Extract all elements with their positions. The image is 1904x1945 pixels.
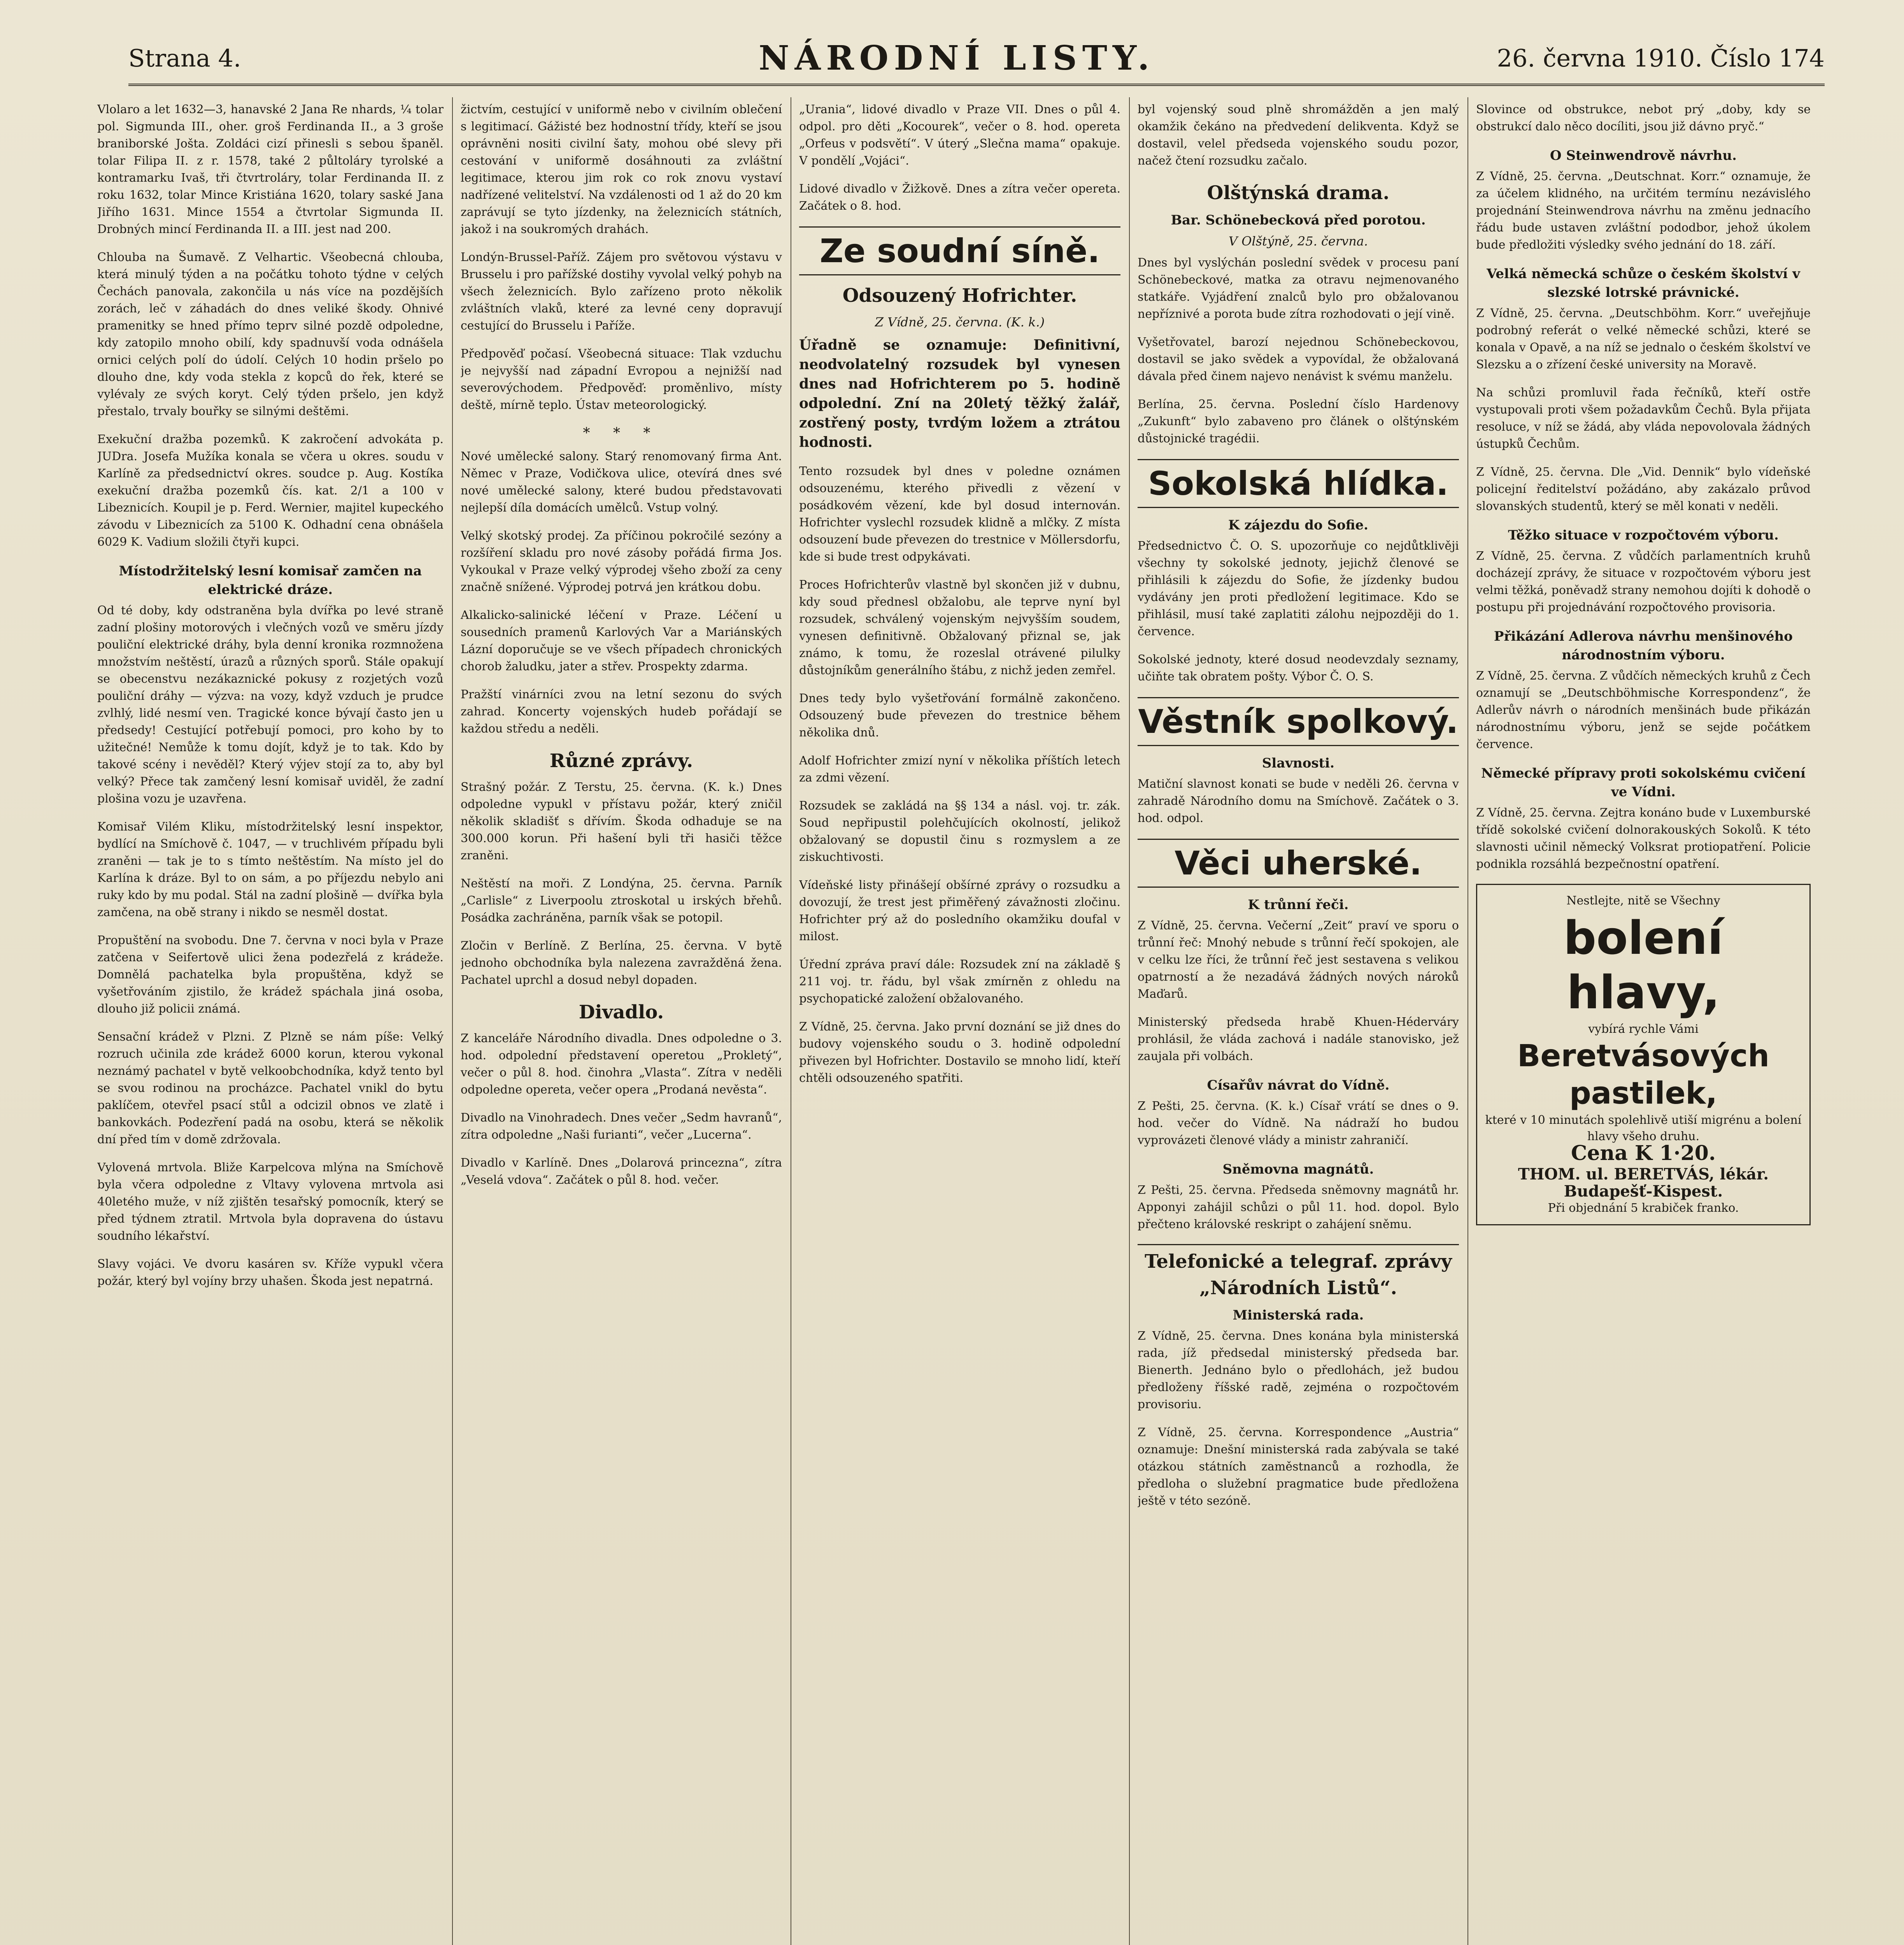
section-heading-ruzne: Různé zprávy. xyxy=(549,750,693,772)
column-4 xyxy=(1138,101,1459,1945)
article-urania: „Urania“, lidové divadlo v Praze VII. Dnes o půl 4. odpol. pro děti „Kocourek“, večer o 8. hod. opereta „Orfeus v podsvětí“. V úterý „Slečna mama“ opakuje. V pondělí „Vojáci“. xyxy=(799,103,1120,168)
article-sale: Velký skotský prodej. Za příčinou pokročilé sezóny a rozšíření skladu pro nové zásoby pořádá firma Jos. Vykoukal v Praze velký výprodej všeho zboží za ceny značně snížené. Výprodej potrvá jen krátkou dobu. xyxy=(461,529,782,594)
article-body: Rozsudek se zakládá na §§ 134 a násl. voj. tr. zák. Soud nepřipustil polehčujících okolností, jelikož obžalovaný se dopustil činu s rozmyslem a ze ziskuchtivosti. xyxy=(799,799,1120,864)
article-auction: Exekuční dražba pozemků. K zakročení advokáta p. JUDra. Josefa Mužíka konala se včera u okres. soudu v Karlíně za předsednictví okres. soudce p. Aug. Kostíka exekuční dražba pozemků čís. kat. 2/1 a 100 v Libeznicích. Koupil je p. Ferd. Wernier, majitel kupeckého závodu v Libeznicích za 5100 K. Odhadní cena obnášela 6029 K. Vadium složili čtyři kupci. xyxy=(97,433,444,549)
ad-product-name: Beretvásových pastilek, xyxy=(1517,1039,1769,1111)
article-body: Úřední zpráva praví dále: Rozsudek zní na základě § 211 voj. tr. řádu, byl však zmírněn z ohledu na psychopatické založení obžalovaného. xyxy=(799,958,1120,1006)
section-heading-sokol: Sokolská hlídka. xyxy=(1138,459,1459,508)
subheadline-rada: Ministerská rada. xyxy=(1233,1307,1364,1323)
subheadline-cisar: Císařův návrat do Vídně. xyxy=(1207,1078,1390,1093)
article-body: Dnes byl vyslýchán poslední svědek v procesu paní Schönebeckové, matka za otravu nejmenovaného statkáře. Vyjádření znalců bylo pro obžalovanou nepříznivé a porota bude zítra rozhodovati o její vině. xyxy=(1138,256,1459,321)
column-3 xyxy=(799,101,1120,1945)
subheadline-olstyn: Bar. Schönebecková před porotou. xyxy=(1171,212,1426,228)
article-coins: Vlolaro a let 1632—3, hanavské 2 Jana Re nhards, ¼ tolar pol. Sigmunda III., oher. groš Ferdinanda II., a 3 groše braniborské Jošta. Zoldáci cizí přinesli s sebou španěl. tolar Filipa II. z r. 1578, také 2 půltoláry tyrolské a kontramarku Ivaš, tři čtvrtroláry, tolar Ferdinanda II. z roku 1632, tolar Mince Kristiána 1620, tolary saské Jana Jiřího 1631. Mince 1554 a čtvrtolar Sigmunda II. Drobných mincí Ferdinanda II. a III. jest nad 200. xyxy=(97,103,444,236)
article-vinohrady: Divadlo na Vinohradech. Dnes večer „Sedm havranů“, zítra odpoledne „Naši furianti“, večer „Lucerna“. xyxy=(461,1111,782,1142)
subheadline-tezka: Těžko situace v rozpočtovém výboru. xyxy=(1508,527,1779,543)
article-trieste: Strašný požár. Z Terstu, 25. června. (K. k.) Dnes odpoledne vypukl v přístavu požár, který zničil několik skladišť s dřívím. Škoda odhaduje se na 300.000 korun. Při hašení byli tři hasiči těžce zraněni. xyxy=(461,780,782,862)
section-divider: * * * xyxy=(583,425,660,441)
article-london-ship: Neštěstí na moři. Z Londýna, 25. června. Parník „Carlisle“ z Liverpoolu ztroskotal u irských břehů. Posádka zachráněna, parník však se potopil. xyxy=(461,877,782,925)
section-heading-uherske: Věci uherské. xyxy=(1138,839,1459,888)
article-body: Dnes tedy bylo vyšetřování formálně zakončeno. Odsouzený bude převezen do trestnice během několika dnů. xyxy=(799,692,1120,739)
column-1 xyxy=(97,101,444,1945)
article-body: Z Vídně, 25. června. Z vůdčích německých kruhů z Čech oznamují se „Deutschböhmische Korrespondenz“, že Adlerův návrh o národních menšinách bude přikázán národnostnímu výboru, jenž se sejde počátkem července. xyxy=(1476,669,1811,751)
article-release: Propuštění na svobodu. Dne 7. června v noci byla v Praze zatčena v Seifertově ulici žena podezřelá z krádeže. Domnělá pachatelka byla propuštěna, když se vyšetřováním zjistilo, že krádež spáchala jiná osoba, dlouho již policii známá. xyxy=(97,934,444,1016)
column-2 xyxy=(461,101,782,1945)
column-rule xyxy=(1467,97,1468,1945)
article-body: Berlína, 25. června. Poslední číslo Hardenovy „Zukunft“ bylo zabaveno pro článek o olštýnském důstojnické tragédii. xyxy=(1138,398,1459,445)
newspaper-title: NÁRODNÍ LISTY. xyxy=(759,39,1155,78)
ad-subline: vybírá rychle Vámi xyxy=(1588,1022,1699,1036)
section-heading-telegraf: Telefonické a telegraf. zprávy xyxy=(1138,1244,1459,1274)
article-rail: žictvím, cestující v uniformě nebo v civilním oblečení s legitimací. Gážisté bez hodnostní třídy, kteří se jsou oprávněni nositi civilní šaty, mohou obé slevy při cestování v uniformě dosáhnouti za zvláštní legitimace, kterou jim rok co rok znovu vystaví nadřízené velitelství. Na vzdálenosti od 1 až do 20 km zaprávují se tyto jízdenky, na železnicích státních, jakož i na soukromých drahách. xyxy=(461,103,782,236)
issue-date: 26. června 1910. Číslo 174 xyxy=(1497,44,1825,72)
section-heading-spolky: Věstník spolkový. xyxy=(1138,697,1459,746)
article-body: Z Vídně, 25. června. Dnes konána byla ministerská rada, jíž předsedal ministerský předseda bar. Bienerth. Jednáno bylo o předlohách, jež budou předloženy říšské radě, zejména o rozpočtovém provisoriu. xyxy=(1138,1329,1459,1411)
article-body: Vyšetřovatel, barozí nejednou Schönebeckovou, dostavil se jako svědek a vypovídal, že obžalovaná dávala před činem najevo nenávist k svému manželu. xyxy=(1138,335,1459,383)
article-theft: Sensační krádež v Plzni. Z Plzně se nám píše: Velký rozruch učinila zde krádež 6000 korun, kterou vykonal neznámý pachatel v bytě velkoobchodníka, když tento byl se svou rodinou na procházce. Pachatel vnikl do bytu paklíčem, otevřel psací stůl a odcizil obnos ve zlatě i bankovkách. Podezření padá na osobu, která se několik dní před tím v domě zdržovala. xyxy=(97,1030,444,1146)
section-heading-court: Ze soudní síně. xyxy=(799,226,1120,275)
ad-footer: Při objednání 5 krabiček franko. xyxy=(1548,1201,1739,1215)
article-salon: Nové umělecké salony. Starý renomovaný firma Ant. Němec v Praze, Vodičkova ulice, otevírá dnes své nové umělecké salony, které budou představovati nejlepší díla domácích umělců. Vstup volný. xyxy=(461,450,782,515)
article-london: Londýn-Brussel-Paříž. Zájem pro světovou výstavu v Brusselu i pro pařížské dostihy vyvolal velký pohyb na všech železnicích. Bylo zařízeno proto několik zvláštních vlaků, které za levné ceny dopravují cestující do Brusselu i Paříže. xyxy=(461,251,782,333)
ad-description: které v 10 minutách spolehlivě utiší migrénu a bolení hlavy všeho druhu. xyxy=(1485,1113,1802,1143)
article-body: Adolf Hofrichter zmizí nyní v několika příštích letech za zdmi vězení. xyxy=(799,754,1120,785)
article-body: Z Vídně, 25. června. Zejtra konáno bude v Luxemburské třídě sokolské cvičení dolnorakouských Sokolů. K této slavnosti učinil německý Volksrat protiopatření. Policie podnikla rozsáhlá bezpečnostní opatření. xyxy=(1476,806,1811,871)
headline-commissioner: Místodržitelský lesní komisař zamčen na elektrické dráze. xyxy=(119,563,422,598)
article-fire: Slavy vojáci. Ve dvoru kasáren sv. Kříže vypukl včera požár, který byl vojíny brzy uhašen. Škoda jest nepatrná. xyxy=(97,1257,444,1288)
column-5 xyxy=(1476,101,1811,1945)
article-body: Vylovená mrtvola. Bliže Karpelcova mlýna na Smíchově byla včera odpoledne z Vltavy vylovena mrtvola asi 40letého muže, v níž zjištěn tesařský pomocník, který se před týdnem ztratil. Mrtvola byla dopravena do ústavu soudního lékařství. xyxy=(97,1161,444,1243)
article-body: Z Vídně, 25. června. Večerní „Zeit“ praví ve sporu o trůnní řeč: Mnohý nebude s trůnní řečí spokojen, ale v celku lze říci, že trůnní řeč jest sestavena s velikou opatrností a že nezadává žádných nových nároků Maďarů. xyxy=(1138,919,1459,1001)
advertisement-pastilles xyxy=(1476,884,1811,1225)
article-body: Z Vídně, 25. června. Z vůdčích parlamentních kruhů docházejí zprávy, že situace v rozpočtovém výboru jest velmi těžká, poněvadž strany nemohou dojíti k dohodě o postupu při projednávání rozpočtového provisoria. xyxy=(1476,549,1811,614)
article-body: Proces Hofrichterův vlastně byl skončen již v dubnu, kdy soud přednesl obžalobu, ale teprve nyní byl rozsudek, schválený vojenským nejvyšším soudem, vynesen definitivně. Obžalovaný přiznal se, jak známo, k tomu, že rozeslal otrávené pilulky důstojníkům generálního štábu, z nichž jeden zemřel. xyxy=(799,578,1120,677)
article-body: Matiční slavnost konati se bude v neděli 26. června v zahradě Národního domu na Smíchově. Začátek o 3. hod. odpol. xyxy=(1138,777,1459,825)
page-number: Strana 4. xyxy=(128,44,241,72)
section-heading-telegraf-2: „Národních Listů“. xyxy=(1199,1277,1397,1299)
article-body: Předsednictvo Č. O. S. upozorňuje co nejdůtklivěji všechny ty sokolské jednoty, jejichž členové se přihlásili k zájezdu do Sofie, že jízdenky budou vydávány jen proti předložení legitimace. Kdo se přihlásil, musí také zaplatiti zálohu nejpozději do 1. července. xyxy=(1138,539,1459,638)
article-body: Z Vídně, 25. června. „Deutschnat. Korr.“ oznamuje, že za účelem klidného, na určitém termínu nezávislého projednání Steinwendrova návrhu na změnu jednacího řádu bude ustaven zvláštní pododbor, jehož úkolem bude předložiti výsledky svého jednání do 18. září. xyxy=(1476,170,1811,252)
article-body: Vídeňské listy přinášejí obšírné zprávy o rozsudku a dovozují, že trest jest přiměřený závažnosti zločinu. Hofrichter prý až do posledního okamžiku doufal v milost. xyxy=(799,878,1120,943)
subheadline-steinwender: O Steinwendrově návrhu. xyxy=(1550,148,1737,163)
ad-manufacturer: THOM. ul. BERETVÁS, lékár. Budapešť-Kispest. xyxy=(1518,1165,1769,1200)
article-karlin: Divadlo v Karlíně. Dnes „Dolarová princezna“, zítra „Veselá vdova“. Začátek o půl 8. hod. večer. xyxy=(461,1156,782,1187)
column-rule xyxy=(1129,97,1130,1945)
article-body: Slovince od obstrukce, nebot prý „doby, kdy se obstrukcí dalo něco docíliti, jsou již dávno pryč.“ xyxy=(1476,103,1811,133)
masthead xyxy=(128,37,1825,86)
article-berlin: Zločin v Berlíně. Z Berlína, 25. června. V bytě jednoho obchodníka byla nalezena zavražděná žena. Pachatel uprchl a dosud nebyl dopaden. xyxy=(461,939,782,987)
article-commissioner: Od té doby, kdy odstraněna byla dvířka po levé straně zadní plošiny motorových i vlečných vozů ve směru jízdy pouliční elektrické dráhy, byla denní kronika rozmnožena množstvím neštěstí, úrazů a různých sporů. Stále opakují se obecenstvu nezákaznické pokusy z rozjetých vozů pouliční dráhy — výzva: na vozy, když vzduch je prudce zvlhlý, lidé nesmí ven. Tragické konce bývají často jen u předsedy! Cestující potřebují pomoci, pro koho by to užitečné! Nemůže k tomu dojít, když je to tak. Kdo by takové scény i nevěděl? Který výjev stojí za to, aby byl velký? Přece tak zamčený lesní komisař uviděl, že zadní plošina vozu je uzavřena. xyxy=(97,604,444,806)
article-wine: Pražští vinárníci zvou na letní sezonu do svých zahrad. Koncerty vojenských hudeb pořádají se každou středu a neděli. xyxy=(461,688,782,736)
subheadline-slavnosti: Slavnosti. xyxy=(1262,755,1335,771)
article-body: Z Pešti, 25. června. (K. k.) Císař vrátí se dnes o 9. hod. večer do Vídně. Na nádraží ho budou vyprovázeti členové vlády a ministr zahraničí. xyxy=(1138,1099,1459,1147)
article-body: Z Vídně, 25. června. „Deutschböhm. Korr.“ uveřejňuje podrobný referát o velké německé schůzi, které se konala v Opavě, a na níž se jednalo o českém školství ve Slezsku a o zřízení české university na Moravě. xyxy=(1476,307,1811,371)
ad-headline-2: hlavy, xyxy=(1567,965,1720,1019)
subheadline-velka: Velká německá schůze o českém školství v slezské lotrské právnické. xyxy=(1487,266,1800,300)
article-body: Tento rozsudek byl dnes v poledne oznámen odsouzenému, kterého přivedli z vězení v posádkovém vězení, kde byl dosud internován. Hofrichter vyslechl rozsudek klidně a mlčky. Z místa odsouzení bude převezen do trestnice v Möllersdorfu, kde si bude trest odpykávati. xyxy=(799,464,1120,564)
article-commissioner-cont: Komisař Vilém Kliku, místodržitelský lesní inspektor, bydlící na Smíchově č. 1047, — v truchlivém případu byli zraněni — tak je to s tímto neštěstím. Na místo jel do Karlína k dráze. Byl to on sám, a po příjezdu nebylo ani ruky kdo by mu podal. Stál na zadní plošině — dvířka byla zamčena, na obě strany i nikdo se nesměl dostat. xyxy=(97,820,444,919)
article-zizkov: Lidové divadlo v Žižkově. Dnes a zítra večer opereta. Začátek o 8. hod. xyxy=(799,182,1120,213)
subheadline-sofia: K zájezdu do Sofie. xyxy=(1228,517,1368,533)
article-body: Z Vídně, 25. června. Korrespondence „Austria“ oznamuje: Dnešní ministerská rada zabývala se také otázkou státních zaměstnanců a rozhodla, že předloha o služební pragmatice bude předložena ještě v této sezóně. xyxy=(1138,1426,1459,1508)
article-lead: Úřadně se oznamuje: Definitivní, neodvolatelný rozsudek byl vynesen dnes nad Hofrichterem po 5. hodině odpolední. Zní na 20letý těžký žalář, zostřený posty, tvrdým ložem a ztrátou hodnosti. xyxy=(799,337,1120,450)
article-body: Ministerský předseda hrabě Khuen-Héderváry prohlásil, že vláda zachová i nadále stanovisko, jež zaujala při volbách. xyxy=(1138,1015,1459,1063)
headline-olstyn: Olštýnská drama. xyxy=(1207,182,1390,204)
article-body: Z Pešti, 25. června. Předseda sněmovny magnátů hr. Apponyi zahájil schůzi o půl 11. hod. dopol. Bylo přečteno královské reskript o zahájení sněmu. xyxy=(1138,1183,1459,1231)
article-body: Na schůzi promluvil řada řečníků, kteří ostře vystupovali proti všem požadavkům Čechů. Byla přijata resoluce, v níž se žádá, aby vláda nepovolovala žádných ústupků Čechům. xyxy=(1476,386,1811,451)
ad-price: Cena K 1·20. xyxy=(1571,1141,1716,1165)
subheadline-magnati: Sněmovna magnátů. xyxy=(1222,1162,1374,1177)
article-body: Sokolské jednoty, které dosud neodevzdaly seznamy, učiňte tak obratem pošty. Výbor Č. O. S. xyxy=(1138,653,1459,683)
subheadline-adler: Přikázání Adlerova návrhu menšinového národnostním výboru. xyxy=(1494,629,1793,663)
article-national-theatre: Z kanceláře Národního divadla. Dnes odpoledne o 3. hod. odpolední představení operetou „Prokletý“, večer o půl 8. hod. činohra „Vlasta“. Zítra v neděli odpoledne opereta, večer opera „Prodaná nevěsta“. xyxy=(461,1032,782,1097)
ad-headline-1: bolení xyxy=(1563,911,1723,965)
article-storm: Chlouba na Šumavě. Z Velhartic. Všeobecná chlouba, která minulý týden a na počátku tohoto týdne v celých Čechách panovala, zakončila u nás více na pozdějších zorách, leč v záhadách do dnes veliké škody. Ohnivé pramenitky se hned přímo teprv silné pozdě odpoledne, kdy zatopilo mnoho obilí, kdy spadnuvší voda odnášela ornici celých polí do údolí. Celých 10 hodin pršelo po dlouho dne, kdy voda stekla z kopců do řek, které se vylévaly ze svých koryt. Celý týden pršelo, jen když přestalo, trvaly bouřky se silnými deštěmi. xyxy=(97,251,444,418)
ad-top-line: Nestlejte, nitě se Všechny xyxy=(1566,894,1720,908)
article-body: Z Vídně, 25. června. Jako první doznání se již dnes do budovy vojenského soudu o 3. hodině odpolední přivezen byl Hofrichter. Dostavilo se mnoho lidí, kteří chtěli odsouzeného spatřiti. xyxy=(799,1020,1120,1085)
headline-hofrichter: Odsouzený Hofrichter. xyxy=(842,285,1077,307)
dateline: V Olštýně, 25. června. xyxy=(1228,234,1368,249)
article-weather: Předpověď počasí. Všeobecná situace: Tlak vzduchu je nejvyšší nad západní Evropou a nejnižší nad severovýchodem. Předpověď: proměnlivo, místy deště, mírně teplo. Ústav meteorologický. xyxy=(461,347,782,412)
article-body: byl vojenský soud plně shromážděn a jen malý okamžik čekáno na předvedení delikventa. Když se dostavil, velel předseda vojenského soudu pozor, načež čtení rozsudku začalo. xyxy=(1138,103,1459,168)
subheadline-trunni-rec: K trůnní řeči. xyxy=(1248,897,1349,913)
article-body: Z Vídně, 25. června. Dle „Vid. Dennik“ bylo vídeňské policejní ředitelství požádáno, aby zakázalo průvod slovanských studentů, který se měl konati v neděli. xyxy=(1476,465,1811,513)
article-spa: Alkalicko-salinické léčení v Praze. Léčení u sousedních pramenů Karlových Var a Mariánských Lázní doporučuje se ve všech případech chronických chorob žaludku, jater a střev. Prospekty zdarma. xyxy=(461,608,782,673)
dateline: Z Vídně, 25. června. (K. k.) xyxy=(875,315,1045,329)
column-rule xyxy=(452,97,453,1945)
section-heading-divadlo: Divadlo. xyxy=(579,1001,664,1023)
subheadline-nemecke: Německé přípravy proti sokolskému cvičení ve Vídni. xyxy=(1481,766,1806,800)
